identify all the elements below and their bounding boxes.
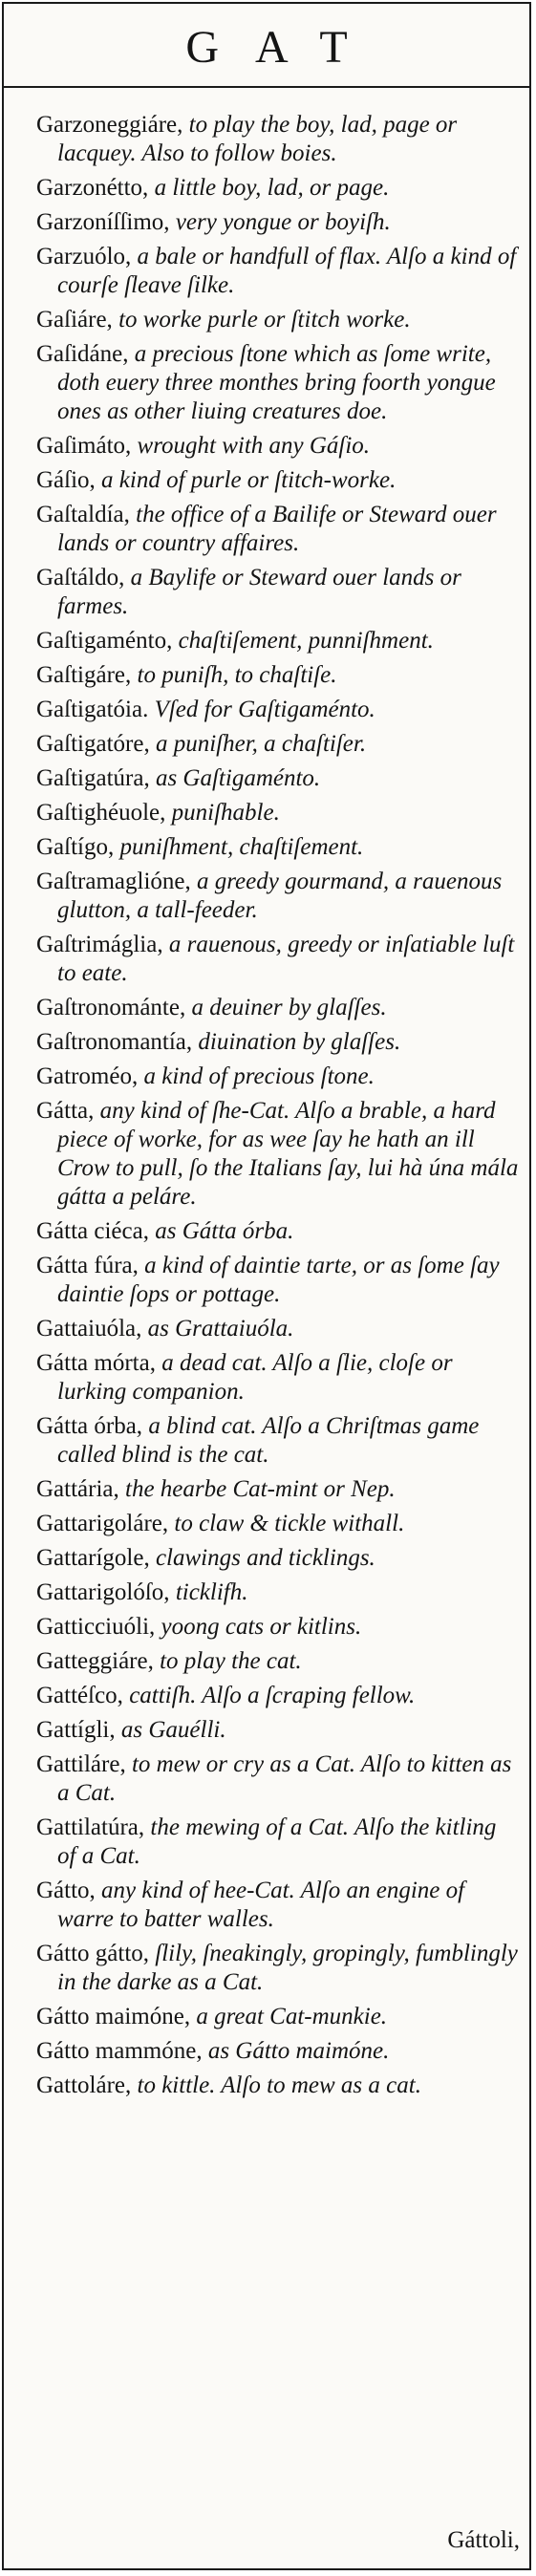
entry-headword: Gaſtigáre, (36, 662, 132, 688)
dictionary-entry (36, 868, 520, 925)
entry-definition: a deuiner by glaſſes. (185, 995, 387, 1020)
dictionary-entry (36, 1510, 520, 1538)
entry-headword: Gattoláre, (36, 2072, 132, 2098)
dictionary-entry (36, 696, 520, 724)
entry-definition: clawings and ticklings. (149, 1545, 375, 1571)
entry-headword: Gattarigoláre, (36, 1511, 169, 1536)
dictionary-entry (36, 833, 520, 862)
entry-headword: Gátta órba, (36, 1413, 143, 1439)
entry-headword: Gátto mammóne, (36, 2038, 203, 2064)
entry-headword: Gaſtigatúra, (36, 765, 150, 791)
entry-headword: Gaſidáne, (36, 341, 129, 367)
dictionary-entry (36, 1814, 520, 1871)
entry-definition: the hearbe Cat-mint or Nep. (118, 1476, 396, 1502)
entry-headword: Gáſio, (36, 467, 96, 493)
dictionary-entry (36, 1028, 520, 1057)
entry-headword: Garzonétto, (36, 175, 149, 201)
entry-definition: a precious ſtone which as ſome write, doth euery three monthes bring foorth yongue ones as other liuing creatures doe. (57, 341, 496, 424)
dictionary-entry (36, 661, 520, 690)
entry-headword: Gaſtigaménto, (36, 628, 173, 654)
entry-headword: Gaſtighéuole, (36, 800, 166, 826)
entry-definition: as Grattaiuóla. (141, 1316, 294, 1342)
entry-definition: a great Cat-munkie. (190, 2004, 388, 2029)
dictionary-entry (36, 1412, 520, 1470)
dictionary-entry (36, 2003, 520, 2031)
entry-headword: Gaſtrimáglia, (36, 932, 163, 957)
entry-headword: Garzuólo, (36, 244, 132, 269)
entry-definition: very yongue or boyiſh. (169, 209, 391, 235)
entry-definition: a rauenous, greedy or inſatiable luſt to eate. (57, 932, 515, 986)
dictionary-entry (36, 764, 520, 793)
entry-headword: Gaſtronománte, (36, 995, 186, 1020)
entry-definition: puniſhment, chaſtiſement. (114, 834, 364, 860)
dictionary-entry (36, 1682, 520, 1710)
entry-definition: the office of a Bailife or Steward ouer lands or country affaires. (57, 502, 497, 556)
entry-headword: Gátta ciéca, (36, 1218, 149, 1244)
entry-headword: Gattiláre, (36, 1751, 126, 1777)
dictionary-entry (36, 208, 520, 237)
entry-definition: wrought with any Gáſio. (131, 433, 371, 459)
dictionary-entry (36, 1544, 520, 1573)
entry-headword: Gaſimáto, (36, 433, 132, 459)
dictionary-entry (36, 1940, 520, 1997)
entry-definition: a blind cat. Alſo a Chriſtmas game called blind is the cat. (57, 1413, 480, 1468)
dictionary-entry (36, 111, 520, 168)
entry-headword: Gattarígole, (36, 1545, 150, 1571)
entry-headword: Gattígli, (36, 1717, 116, 1743)
dictionary-entry (36, 466, 520, 495)
entry-definition: yoong cats or kitlins. (155, 1614, 362, 1640)
entry-definition: ſlily, ſneakingly, gropingly, fumblingly in the darke as a Cat. (57, 1941, 518, 1995)
entry-headword: Gátta, (36, 1098, 95, 1124)
entry-headword: Garzoneggiáre, (36, 112, 183, 138)
dictionary-entry (36, 501, 520, 558)
entry-definition: a little boy, lad, or page. (148, 175, 390, 201)
dictionary-entry (36, 340, 520, 426)
dictionary-entry (36, 931, 520, 988)
entry-headword: Gatteggiáre, (36, 1648, 154, 1674)
entry-definition: as Gátta órba. (148, 1218, 294, 1244)
entry-headword: Garzoníſſimo, (36, 209, 170, 235)
entry-definition: cattiſh. Alſo a ſcraping fellow. (122, 1683, 416, 1708)
entry-definition: a dead cat. Alſo a ſlie, cloſe or lurking companion. (57, 1350, 453, 1405)
entry-definition: Vſed for Gaſtigaménto. (148, 697, 375, 722)
entry-definition: as Gauélli. (115, 1717, 226, 1743)
dictionary-entry (36, 1716, 520, 1745)
entry-headword: Gatroméo, (36, 1063, 139, 1089)
entry-definition: a Baylife or Steward ouer lands or farmes. (57, 565, 461, 619)
entry-headword: Gaſtáldo, (36, 565, 125, 590)
entry-definition: as Gátto maimóne. (202, 2038, 390, 2064)
dictionary-entry (36, 1252, 520, 1309)
entry-list (4, 88, 529, 2100)
entry-headword: Gattarigolóſo, (36, 1579, 170, 1605)
entry-headword: Gátto, (36, 1878, 96, 1903)
entry-headword: Gaſtronomantía, (36, 1029, 193, 1055)
entry-headword: Gaſiáre, (36, 307, 113, 333)
entry-headword: Gátta mórta, (36, 1350, 156, 1376)
entry-definition: to play the cat. (153, 1648, 302, 1674)
dictionary-entry (36, 1063, 520, 1091)
entry-definition: any kind of ſhe-Cat. Alſo a brable, a hard piece of worke, for as wee ſay he hath an ill Crow to pull, ſo the Italians ſay, lui hà úna mála gátta a peláre. (57, 1098, 519, 1210)
dictionary-entry (36, 2072, 520, 2100)
entry-definition: to claw & tickle withall. (168, 1511, 405, 1536)
entry-definition: any kind of hee-Cat. Alſo an engine of warre to batter walles. (57, 1878, 465, 1932)
dictionary-entry (36, 1475, 520, 1504)
entry-headword: Gaſtígo, (36, 834, 115, 860)
entry-headword: Gátto gátto, (36, 1941, 150, 1966)
entry-headword: Gatticciuóli, (36, 1614, 156, 1640)
entry-headword: Gaſtaldía, (36, 502, 130, 527)
entry-headword: Gaſtramaglióne, (36, 869, 191, 894)
catchword: Gáttoli, (447, 2527, 520, 2553)
entry-definition: puniſhable. (165, 800, 280, 826)
dictionary-entry (36, 1613, 520, 1642)
entry-definition: to mew or cry as a Cat. Alſo to kitten as a Cat. (57, 1751, 512, 1806)
dictionary-entry (36, 1315, 520, 1343)
entry-headword: Gattaiuóla, (36, 1316, 142, 1342)
dictionary-entry (36, 243, 520, 300)
entry-definition: a greedy gourmand, a rauenous glutton, a tall-feeder. (57, 869, 503, 923)
entry-definition: a kind of purle or ſtitch-worke. (95, 467, 397, 493)
entry-definition: ticklifh. (169, 1579, 248, 1605)
entry-definition: the mewing of a Cat. Alſo the kitling of a Cat. (57, 1814, 497, 1869)
entry-definition: a kind of precious ſtone. (138, 1063, 375, 1089)
dictionary-entry (36, 1349, 520, 1406)
entry-headword: Gattéſco, (36, 1683, 123, 1708)
dictionary-entry (36, 174, 520, 203)
dictionary-entry (36, 730, 520, 759)
entry-definition: diuination by glaſſes. (192, 1029, 401, 1055)
entry-definition: to kittle. Alſo to mew as a cat. (131, 2072, 421, 2098)
entry-definition: to worke purle or ſtitch worke. (112, 307, 411, 333)
page-header: GAT (4, 4, 529, 88)
dictionary-page (2, 2, 531, 2570)
dictionary-entry (36, 627, 520, 655)
dictionary-entry (36, 1647, 520, 1676)
dictionary-entry (36, 1217, 520, 1246)
dictionary-entry (36, 432, 520, 461)
dictionary-entry (36, 994, 520, 1022)
dictionary-entry (36, 1097, 520, 1212)
dictionary-entry (36, 2037, 520, 2066)
entry-definition: a kind of daintie tarte, or as ſome ſay daintie ſops or pottage. (57, 1253, 500, 1307)
entry-definition: to puniſh, to chaſtiſe. (131, 662, 337, 688)
entry-definition: a puniſher, a chaſtiſer. (149, 731, 367, 757)
entry-headword: Gaſtigatóre, (36, 731, 150, 757)
entry-definition: as Gaſtigaménto. (149, 765, 321, 791)
entry-headword: Gattilatúra, (36, 1814, 145, 1840)
entry-headword: Gaſtigatóia. (36, 697, 149, 722)
entry-headword: Gátto maimóne, (36, 2004, 191, 2029)
entry-definition: a bale or handfull of flax. Alſo a kind of courſe ſleave ſilke. (57, 244, 517, 298)
entry-definition: chaſtiſement, punniſhment. (172, 628, 434, 654)
dictionary-entry (36, 799, 520, 827)
entry-headword: Gattária, (36, 1476, 119, 1502)
dictionary-entry (36, 1750, 520, 1808)
dictionary-entry (36, 1877, 520, 1934)
dictionary-entry (36, 1578, 520, 1607)
dictionary-entry (36, 306, 520, 334)
entry-headword: Gátta fúra, (36, 1253, 139, 1278)
dictionary-entry (36, 564, 520, 621)
entry-definition: to play the boy, lad, page or lacquey. Also to follow boies. (57, 112, 458, 166)
